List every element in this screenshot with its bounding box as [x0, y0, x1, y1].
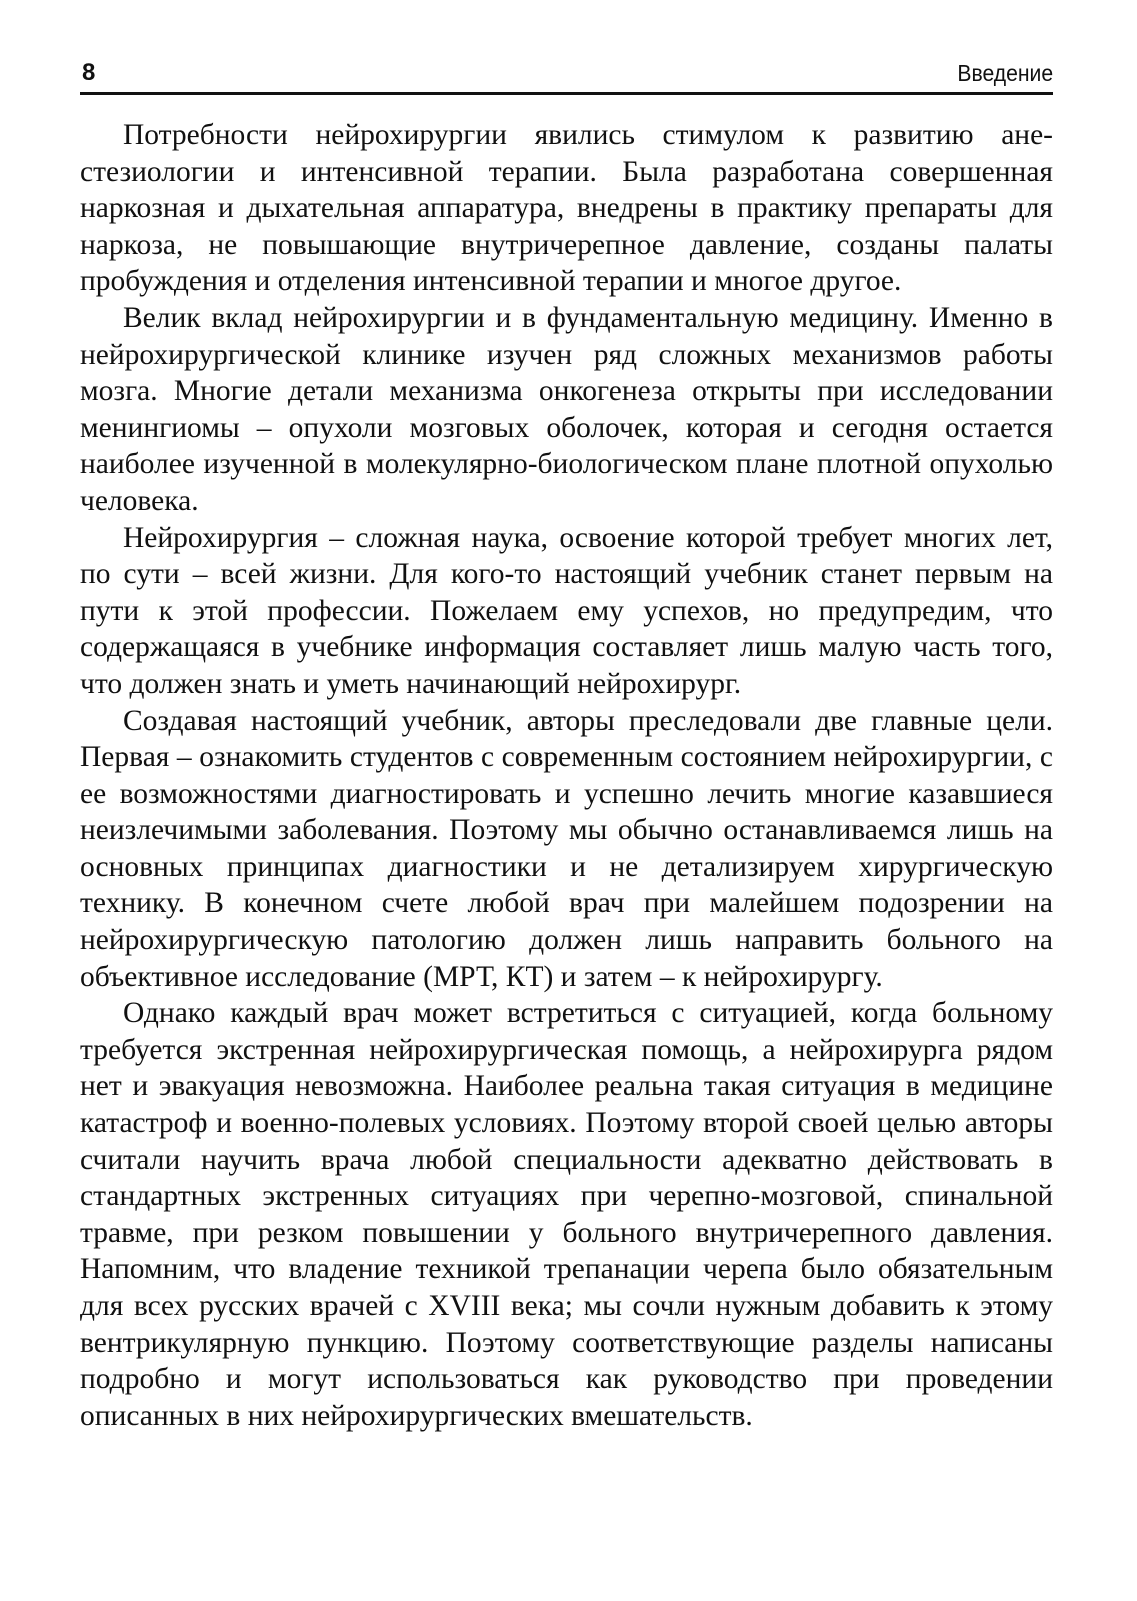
paragraph: Велик вклад нейрохирургии и в фундаментальную медицину. Именно в нейрохирургической клинике изучен ряд сложных механизмов работы мозга. Многие детали механизма онкогенеза открыты при исследовании менингиомы – опухоли мозговых оболочек, которая и сегодня остается наиболее изученной в молекулярно-биологическом плане плотной опухолью человека. — [80, 301, 1053, 517]
book-page — [80, 58, 1053, 1434]
paragraph: Однако каждый врач может встретиться с ситуацией, когда больному требуется экстренная нейрохирургическая помощь, а нейрохирурга рядом нет и эвакуация невозможна. Наиболее реальна такая ситуация в медицине катастроф и военно-полевых условиях. Поэтому второй своей целью авторы считали научить врача любой специальности адекватно действовать в стандартных экстренных ситуациях при черепно-мозговой, спинальной травме, при резком повышении у больного внутричерепного давления. Напомним, что владение техникой трепанации черепа было обязательным для всех русских врачей с XVIII века; мы сочли нужным добавить к этому вентрикулярную пункцию. Поэтому соответствующие разделы написаны подробно и могут использоваться как руководство при проведении описанных в них нейрохирургических вмешательств. — [80, 997, 1053, 1432]
running-head — [80, 58, 1053, 95]
paragraph: Потребности нейрохирургии явились стимулом к развитию анестезиологии и интенсивной терапии. Была разработана совершенная наркозная и дыхательная аппаратура, внедрены в практику препараты для наркоза, не повышающие внутричерепное давление, созданы палаты пробуждения и отделения интенсивной терапии и многое другое. — [80, 119, 1053, 298]
paragraph: Нейрохирургия – сложная наука, освоение которой требует многих лет, по сути – всей жизни. Для кого-то настоящий учебник станет первым на пути к этой профессии. Пожелаем ему успехов, но предупредим, что содержащаяся в учебнике информация составляет лишь малую часть того, что должен знать и уметь начинающий нейрохирург. — [80, 521, 1053, 700]
section-title: Введение — [957, 60, 1053, 86]
body-text — [80, 117, 1053, 1434]
page-number: 8 — [82, 59, 96, 86]
paragraph: Создавая настоящий учебник, авторы преследовали две главные цели. Первая – ознакомить студентов с современным состоянием нейрохирургии, с ее возможностями диагностировать и успешно лечить многие казавшиеся неизлечимыми заболевания. Поэтому мы обычно останавливаемся лишь на основных принципах диагностики и не детализируем хирургическую технику. В конечном счете любой врач при малейшем подозрении на нейрохирургическую патологию должен лишь направить больного на объективное исследование (МРТ, КТ) и затем – к нейрохирургу. — [80, 704, 1053, 993]
